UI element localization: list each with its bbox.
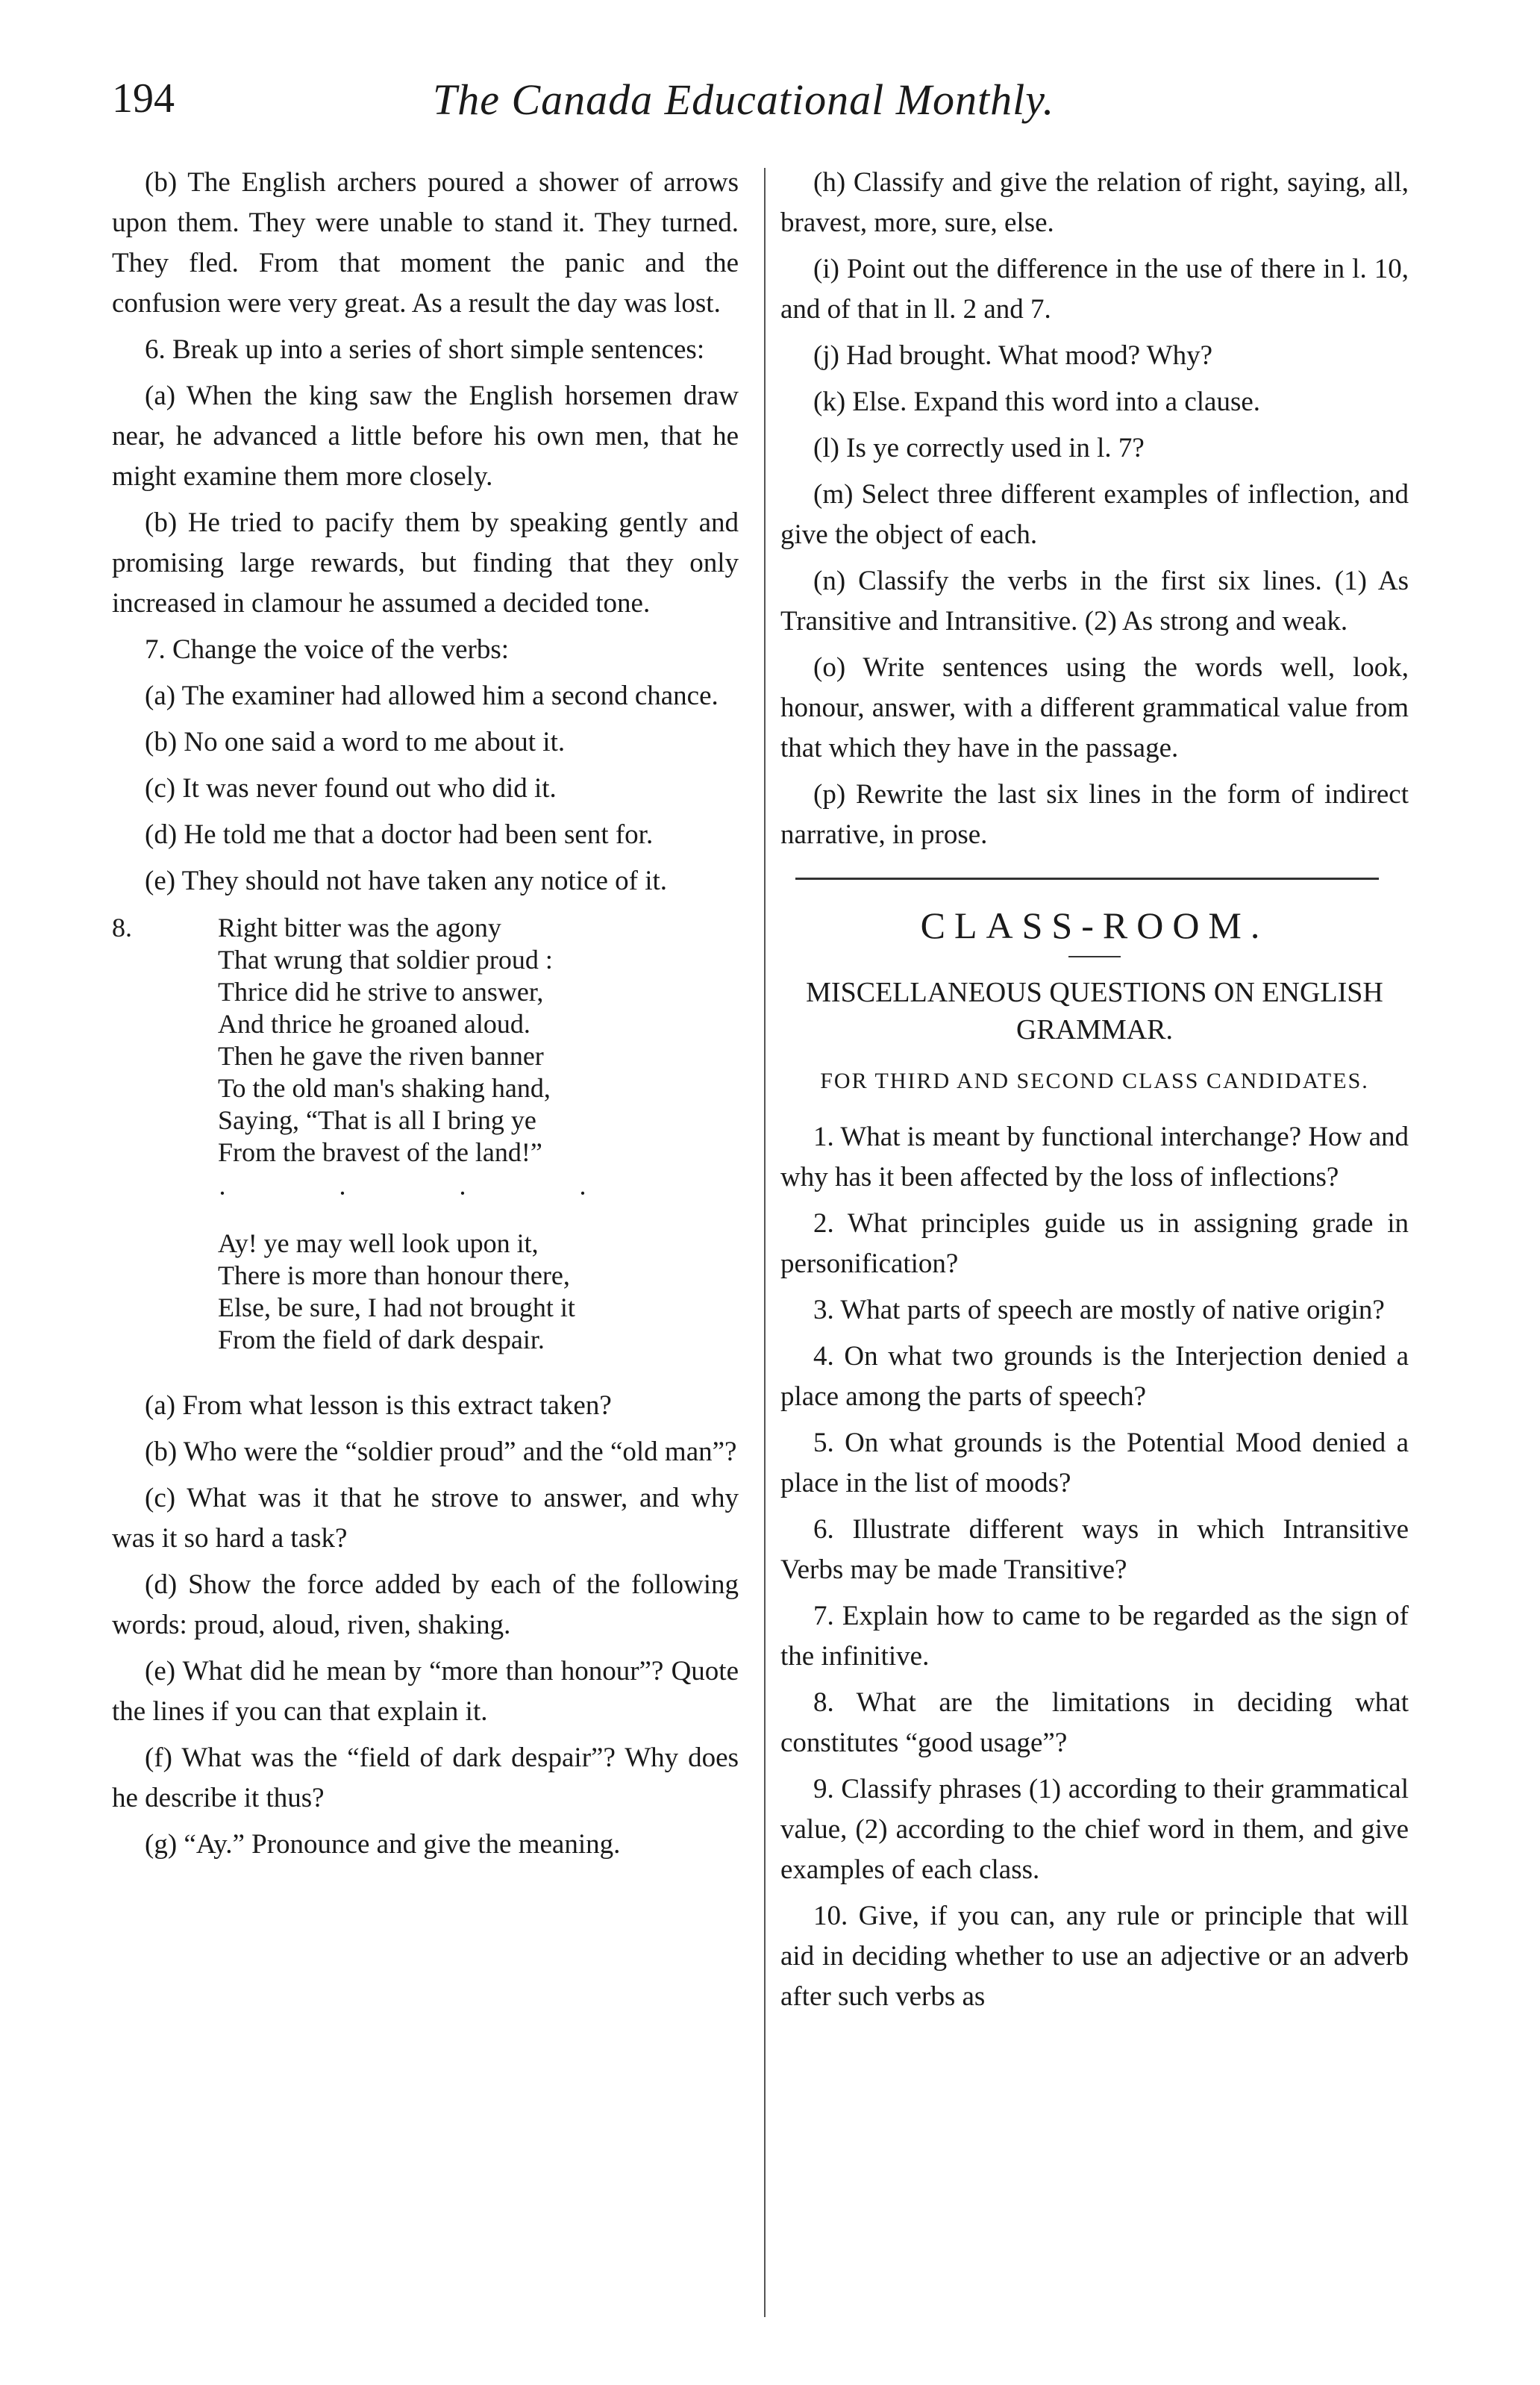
question-7-b: (b) No one said a word to me about it.	[145, 727, 566, 757]
question-6-b: (b) He tried to pacify them by speaking gently and promising large rewards, but finding that they only increased in clamour he assumed a decided tone.	[112, 507, 739, 619]
poem-extract	[112, 912, 739, 1356]
question-8-n: (n) Classify the verbs in the first six lines. (1) As Transitive and Intransitive. (2) As strong and weak.	[780, 566, 1409, 637]
poem-line: Then he gave the riven banner	[218, 1041, 544, 1071]
question-7-e: (e) They should not have taken any notice of it.	[145, 866, 668, 896]
page-number: 194	[112, 75, 175, 122]
title-rule	[1068, 956, 1121, 957]
question-6-a: (a) When the king saw the English horsemen draw near, he advanced a little before his own men, that he might examine them more closely.	[112, 381, 739, 492]
question-8-p: (p) Rewrite the last six lines in the form of indirect narrative, in prose.	[780, 779, 1409, 850]
paragraph-b: (b) The English archers poured a shower of arrows upon them. They were unable to stand it. They turned. They fled. From that moment the panic and the confusion were very great. As a result the day was lost.	[112, 167, 739, 319]
article-title: MISCELLANEOUS QUESTIONS ON ENGLISH GRAMMAR.	[806, 977, 1383, 1045]
question-8-h: (h) Classify and give the relation of right, saying, all, bravest, more, sure, else.	[780, 167, 1409, 238]
left-column	[112, 163, 739, 1871]
question-7: 7. Change the voice of the verbs:	[145, 634, 510, 665]
question-8-f: (f) What was the “field of dark despair”? Why does he describe it thus?	[112, 1742, 739, 1813]
question-item: 5. On what grounds is the Potential Mood denied a place in the list of moods?	[780, 1428, 1409, 1498]
poem-line: That wrung that soldier proud :	[218, 945, 553, 975]
poem-stanza-1	[112, 912, 739, 1169]
article-subheading: FOR THIRD AND SECOND CLASS CANDIDATES.	[820, 1069, 1369, 1093]
poem-line: Saying, “That is all I bring ye	[218, 1105, 536, 1135]
poem-line: From the field of dark despair.	[218, 1325, 545, 1354]
question-item: 10. Give, if you can, any rule or principle that will aid in deciding whether to use an adjective or an adverb after such verbs as	[780, 1901, 1409, 2012]
question-8-c: (c) What was it that he strove to answer, and why was it so hard a task?	[112, 1483, 739, 1554]
question-item: 6. Illustrate different ways in which Intransitive Verbs may be made Transitive?	[780, 1514, 1409, 1585]
question-8-m: (m) Select three different examples of inflection, and give the object of each.	[780, 479, 1409, 550]
section-title: CLASS-ROOM.	[920, 904, 1269, 946]
poem-line: Right bitter was the agony	[218, 913, 501, 943]
question-item: 7. Explain how to came to be regarded as the sign of the infinitive.	[780, 1601, 1409, 1672]
poem-line: Thrice did he strive to answer,	[218, 977, 544, 1007]
poem-line: There is more than honour there,	[218, 1260, 570, 1290]
question-8-k: (k) Else. Expand this word into a clause.	[813, 387, 1261, 417]
poem-line: To the old man's shaking hand,	[218, 1073, 551, 1103]
question-item: 9. Classify phrases (1) according to their grammatical value, (2) according to the chief word in them, and give examples of each class.	[780, 1774, 1409, 1885]
poem-number: 8.	[112, 913, 132, 943]
question-8-b: (b) Who were the “soldier proud” and the “old man”?	[145, 1437, 737, 1467]
question-8-d: (d) Show the force added by each of the following words: proud, aloud, riven, shaking.	[112, 1569, 739, 1640]
poem-line: From the bravest of the land!”	[218, 1137, 542, 1167]
question-8-j: (j) Had brought. What mood? Why?	[813, 340, 1213, 371]
question-item: 2. What principles guide us in assigning grade in personification?	[780, 1208, 1409, 1279]
question-8-i: (i) Point out the difference in the use of there in l. 10, and of that in ll. 2 and 7.	[780, 254, 1409, 325]
ellipsis-dots: · · · ·	[218, 1178, 639, 1208]
question-item: 1. What is meant by functional interchange? How and why has it been affected by the loss of inflections?	[780, 1122, 1409, 1192]
question-8-l: (l) Is ye correctly used in l. 7?	[813, 433, 1145, 463]
question-8-g: (g) “Ay.” Pronounce and give the meaning.	[145, 1829, 621, 1860]
question-item: 3. What parts of speech are mostly of native origin?	[813, 1295, 1385, 1325]
question-7-d: (d) He told me that a doctor had been sent for.	[145, 819, 654, 850]
question-8-e: (e) What did he mean by “more than honour”? Quote the lines if you can that explain it.	[112, 1656, 739, 1727]
question-6: 6. Break up into a series of short simple sentences:	[145, 334, 705, 365]
right-column	[780, 163, 1409, 2023]
question-7-a: (a) The examiner had allowed him a second chance.	[145, 681, 719, 711]
question-8-a: (a) From what lesson is this extract taken?	[145, 1390, 612, 1421]
column-divider	[764, 168, 766, 2317]
poem-line: And thrice he groaned aloud.	[218, 1009, 530, 1039]
journal-title: The Canada Educational Monthly.	[433, 75, 1055, 124]
question-8-o: (o) Write sentences using the words well, look, honour, answer, with a different grammatical value from that which they have in the passage.	[780, 652, 1409, 763]
poem-line: Else, be sure, I had not brought it	[218, 1292, 575, 1322]
section-rule	[795, 878, 1379, 880]
question-item: 4. On what two grounds is the Interjection denied a place among the parts of speech?	[780, 1341, 1409, 1412]
question-item: 8. What are the limitations in deciding what constitutes “good usage”?	[780, 1687, 1409, 1758]
poem-stanza-2	[112, 1228, 739, 1356]
poem-line: Ay! ye may well look upon it,	[218, 1228, 539, 1258]
page-header	[0, 75, 1540, 134]
question-7-c: (c) It was never found out who did it.	[145, 773, 557, 804]
